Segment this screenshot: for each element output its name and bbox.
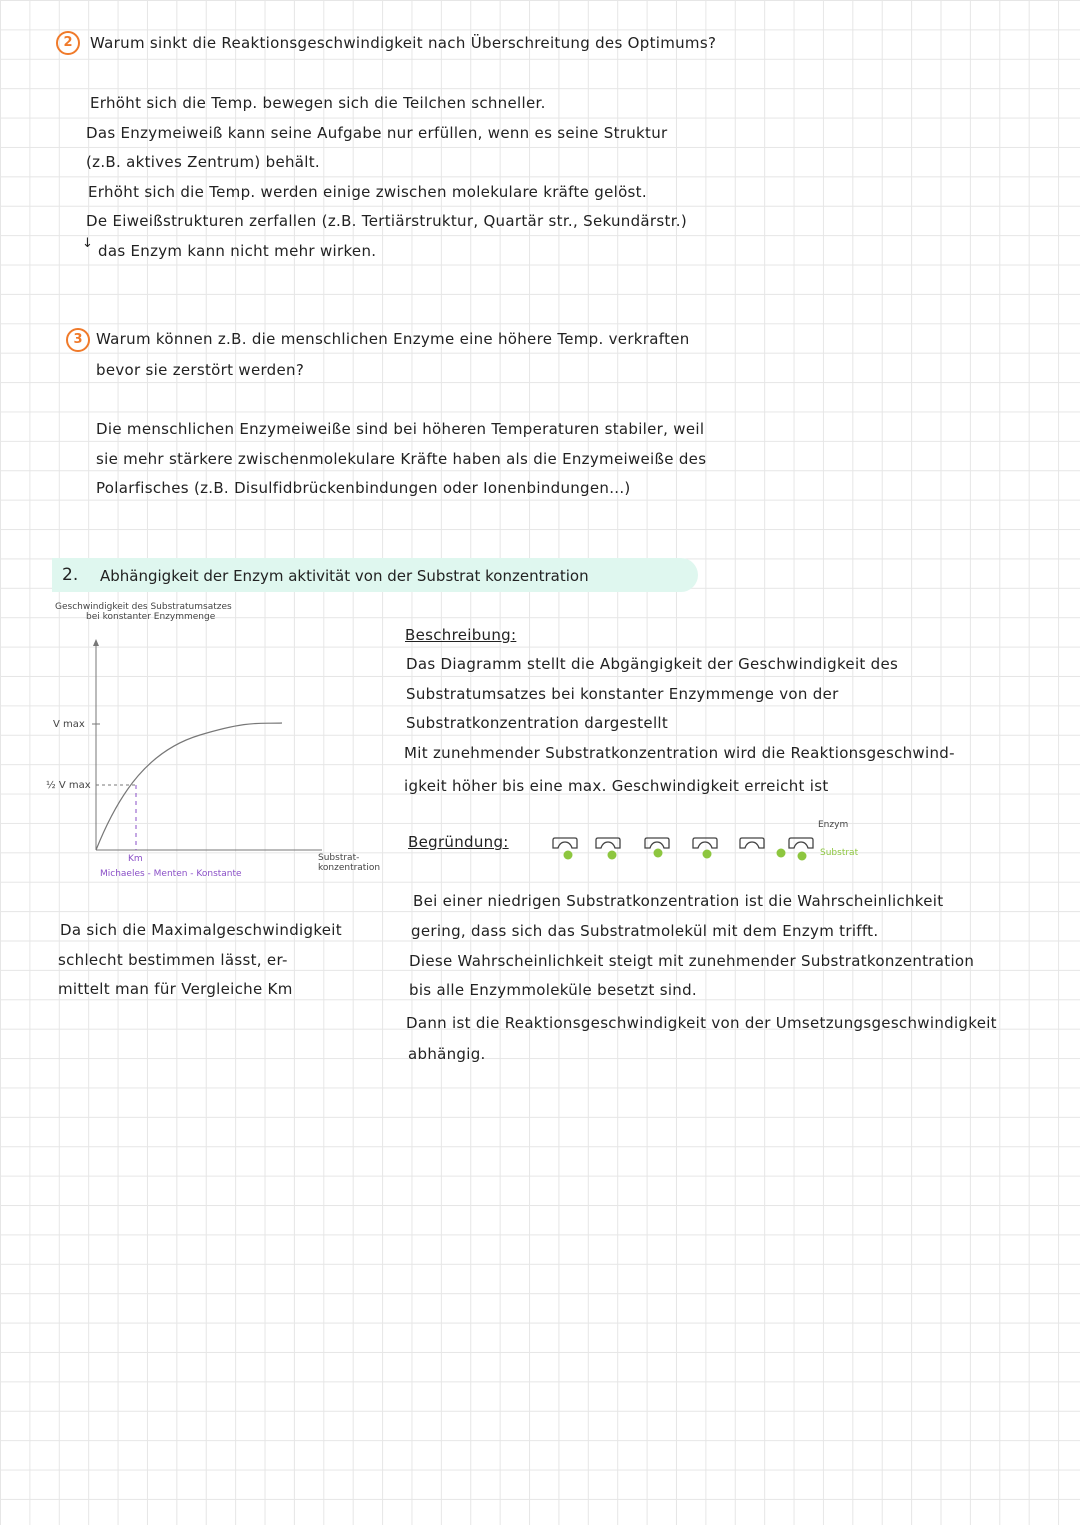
enzyme-shape-icon [645,838,669,848]
q2-line-4: Erhöht sich die Temp. werden einige zwischen molekulare kräfte gelöst. [88,183,647,201]
graph-ylabel-line-2: bei konstanter Enzymmenge [86,612,216,622]
question-number-2: 2 [56,31,80,55]
q3-line-1: Die menschlichen Enzymeiweiße sind bei höheren Temperaturen stabiler, weil [96,420,705,438]
graph-xlabel-line-1: Substrat- [318,853,360,863]
q2-line-6: das Enzym kann nicht mehr wirken. [98,242,377,260]
substrate-dot-icon [608,851,617,860]
q2-arrow-icon: ↓ [82,236,94,251]
q3-line-2: sie mehr stärkere zwischenmolekulare Kräfte haben als die Enzymeiweiße des [96,450,707,468]
substrate-dot-icon [564,851,573,860]
enzyme-shape-icon [596,838,620,848]
beschreibung-heading: Beschreibung: [405,626,517,644]
graph-xlabel-line-2: konzentration [318,863,381,873]
begruendung-line-3: Diese Wahrscheinlichkeit steigt mit zunehmender Substratkonzentration [409,952,975,970]
question-2-title: Warum sinkt die Reaktionsgeschwindigkeit nach Überschreitung des Optimums? [90,34,717,52]
enzyme-shape-icon [789,838,813,848]
beschreibung-line-1: Das Diagramm stellt die Abgängigkeit der Geschwindigkeit des [406,655,899,673]
substrate-dot-icon [798,852,807,861]
graph-vmax-label: V max [53,719,85,730]
graph-km-label: Km [128,854,143,864]
substrate-dot-icon [777,849,786,858]
q3-line-3: Polarfisches (z.B. Disulfidbrückenbindungen oder Ionenbindungen...) [96,479,631,497]
beschreibung-line-3: Substratkonzentration dargestellt [406,714,669,732]
q2-line-3: (z.B. aktives Zentrum) behält. [86,153,320,171]
km-note-line-2: schlecht bestimmen lässt, er- [58,951,288,969]
enzyme-shape-icon [553,838,577,848]
km-note-line-1: Da sich die Maximalgeschwindigkeit [60,921,342,939]
question-3-title-line-2: bevor sie zerstört werden? [96,361,305,379]
q2-line-2: Das Enzymeiweiß kann seine Aufgabe nur erfüllen, wenn es seine Struktur [86,124,668,142]
q2-line-5: De Eiweißstrukturen zerfallen (z.B. Tertiärstruktur, Quartär str., Sekundärstr.) [86,212,688,230]
graph-km-full-label: Michaeles - Menten - Konstante [100,869,242,879]
km-note-line-3: mittelt man für Vergleiche Km [58,980,293,998]
section-2-title: Abhängigkeit der Enzym aktivität von der Substrat konzentration [100,567,589,585]
begruendung-line-5: Dann ist die Reaktionsgeschwindigkeit von der Umsetzungsgeschwindigkeit [406,1014,997,1032]
substrate-label: Substrat [820,848,859,858]
graph-half-vmax-label: ½ V max [46,780,91,791]
enzyme-label: Enzym [818,820,849,830]
beschreibung-line-5: igkeit höher bis eine max. Geschwindigkeit erreicht ist [404,777,829,795]
graph-ylabel-line-1: Geschwindigkeit des Substratumsatzes [55,602,232,612]
beschreibung-line-2: Substratumsatzes bei konstanter Enzymmenge von der [406,685,839,703]
beschreibung-line-4: Mit zunehmender Substratkonzentration wird die Reaktionsgeschwind- [404,744,955,762]
question-number-3: 3 [66,328,90,352]
section-2-number: 2. [62,565,79,585]
q2-line-1: Erhöht sich die Temp. bewegen sich die Teilchen schneller. [90,94,546,112]
begruendung-line-4: bis alle Enzymmoleküle besetzt sind. [409,981,697,999]
enzyme-shape-icon [740,838,764,848]
begruendung-line-1: Bei einer niedrigen Substratkonzentration ist die Wahrscheinlichkeit [413,892,944,910]
begruendung-line-2: gering, dass sich das Substratmolekül mit dem Enzym trifft. [411,922,879,940]
question-3-title-line-1: Warum können z.B. die menschlichen Enzyme eine höhere Temp. verkraften [96,330,690,348]
begruendung-heading: Begründung: [408,833,509,851]
substrate-dot-icon [703,850,712,859]
begruendung-line-6: abhängig. [408,1045,486,1063]
substrate-dot-icon [654,849,663,858]
enzyme-shape-icon [693,838,717,848]
